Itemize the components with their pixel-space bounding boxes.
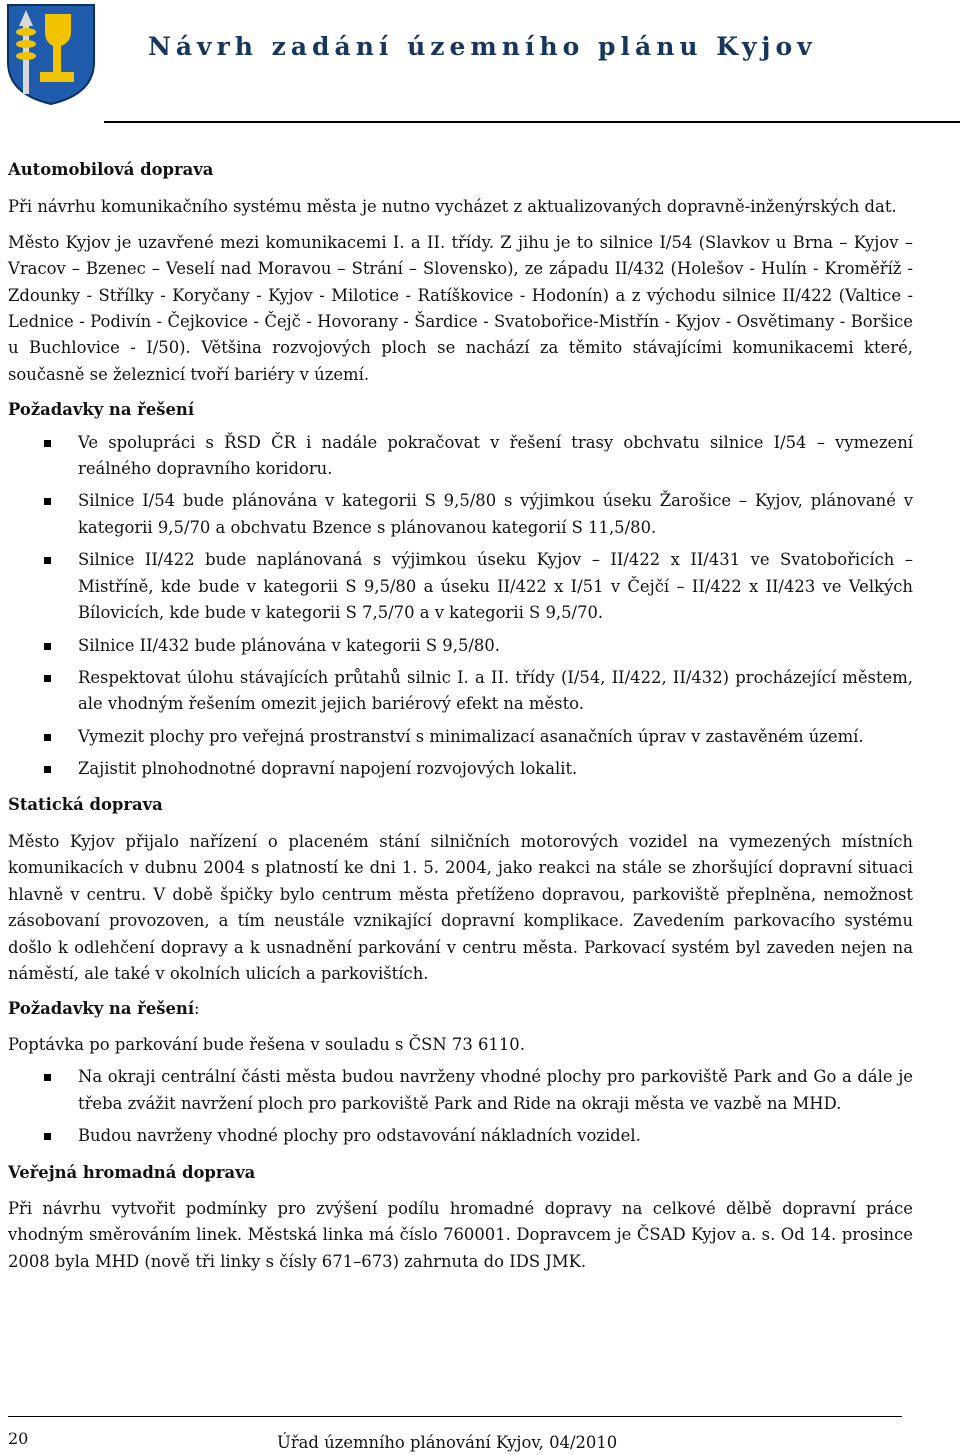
list-item: Zajistit plnohodnotné dopravní napojení rozvojových lokalit. — [8, 756, 913, 782]
requirements-heading: Požadavky na řešení — [8, 400, 195, 420]
section-heading-public-transport: Veřejná hromadná doprava — [8, 1163, 256, 1183]
heading-colon: : — [194, 999, 200, 1019]
page-number: 20 — [8, 1429, 29, 1448]
paragraph: Město Kyjov je uzavřené mezi komunikacemi I. a II. třídy. Z jihu je to silnice I/54 (Slavkov u Brna – Kyjov – Vracov – Bzenec – Veselí nad Moravou – Strání – Slovensko), ze západu II/432 (Holešov - Hulín - Kroměříž - Zdounky - Střílky - Koryčany - Kyjov - Milotice - Ratíškovice - Hodonín) a z východu silnice II/422 (Valtice - Lednice - Podivín - Čejkovice - Čejč - Hovorany - Šardice - Svatobořice-Mistřín - Kyjov - Osvětimany - Boršice u Buchlovice - I/50). Většina rozvojových ploch se nachází za těmito stávajícími komunikacemi které, současně se železnicí tvoří bariéry v území. — [8, 232, 913, 384]
list-item: Silnice II/422 bude naplánovaná s výjimkou úseku Kyjov – II/422 x II/431 ve Svatobořicích – Mistříně, kde bude v kategorii S 9,5/80 a úseku II/422 x I/51 v Čejčí – II/422 x II/423 ve Velkých Bílovicích, kde bude v kategorii S 7,5/70 a v kategorii S 9,5/70. — [8, 547, 913, 626]
header-divider — [104, 121, 960, 123]
requirements-heading: Požadavky na řešení — [8, 999, 195, 1019]
document-body — [8, 157, 913, 1275]
paragraph: Město Kyjov přijalo nařízení o placeném stání silničních motorových vozidel na vymezených místních komunikacích v dubnu 2004 s platností ke dni 1. 5. 2004, jako reakci na stále se zhoršující dopravní situaci hlavně v centru. V době špičky bylo centrum města přetíženo dopravou, parkoviště přeplněna, nemožnost zásobovaní provozoven, a tím neustále vznikající dopravní komplikace. Zavedením parkovacího systému došlo k odlehčení dopravy a k usnadnění parkování v centru města. Parkovací systém byl zaveden nejen na náměstí, ale také v okolních ulicích a parkovištích. — [8, 831, 913, 983]
page-header — [0, 0, 960, 125]
paragraph: Při návrhu komunikačního systému města je nutno vycházet z aktualizovaných dopravně-inženýrských dat. — [8, 197, 897, 217]
section-heading-static: Statická doprava — [8, 794, 163, 814]
kyjov-coat-of-arms-icon — [5, 2, 97, 106]
document-title: Návrh zadání územního plánu Kyjov — [148, 32, 817, 61]
paragraph: Při návrhu vytvořit podmínky pro zvýšení podílu hromadné dopravy na celkové dělbě dopravní práce vhodným směrováním linek. Městská linka má číslo 760001. Dopravcem je ČSAD Kyjov a. s. Od 14. prosince 2008 byla MHD (nově tři linky s čísly 671–673) zahrnuta do IDS JMK. — [8, 1198, 913, 1271]
footer-text: Úřad územního plánování Kyjov, 04/2010 — [277, 1433, 618, 1452]
list-item: Respektovat úlohu stávajících průtahů silnic I. a II. třídy (I/54, II/422, II/432) procházející městem, ale vhodným řešením omezit jejich bariérový efekt na město. — [8, 665, 913, 718]
requirements-list — [8, 1064, 913, 1149]
section-heading-automobile: Automobilová doprava — [8, 160, 214, 179]
requirements-heading-line — [8, 996, 913, 1022]
list-item: Silnice II/432 bude plánována v kategorii S 9,5/80. — [8, 633, 913, 659]
footer-divider — [8, 1416, 902, 1417]
list-item: Ve spolupráci s ŘSD ČR i nadále pokračovat v řešení trasy obchvatu silnice I/54 – vymezení reálného dopravního koridoru. — [8, 430, 913, 483]
list-item: Silnice I/54 bude plánována v kategorii S 9,5/80 s výjimkou úseku Žarošice – Kyjov, plánované v kategorii 9,5/70 a obchvatu Bzence s plánovanou kategorií S 11,5/80. — [8, 488, 913, 541]
list-item: Budou navrženy vhodné plochy pro odstavování nákladních vozidel. — [8, 1123, 913, 1149]
list-item: Vymezit plochy pro veřejná prostranství s minimalizací asanačních úprav v zastavěném území. — [8, 724, 913, 750]
requirements-list — [8, 430, 913, 783]
list-item: Na okraji centrální části města budou navrženy vhodné plochy pro parkoviště Park and Go a dále je třeba zvážit navržení ploch pro parkoviště Park and Ride na okraji města ve vazbě na MHD. — [8, 1064, 913, 1117]
paragraph: Poptávka po parkování bude řešena v souladu s ČSN 73 6110. — [8, 1034, 525, 1054]
